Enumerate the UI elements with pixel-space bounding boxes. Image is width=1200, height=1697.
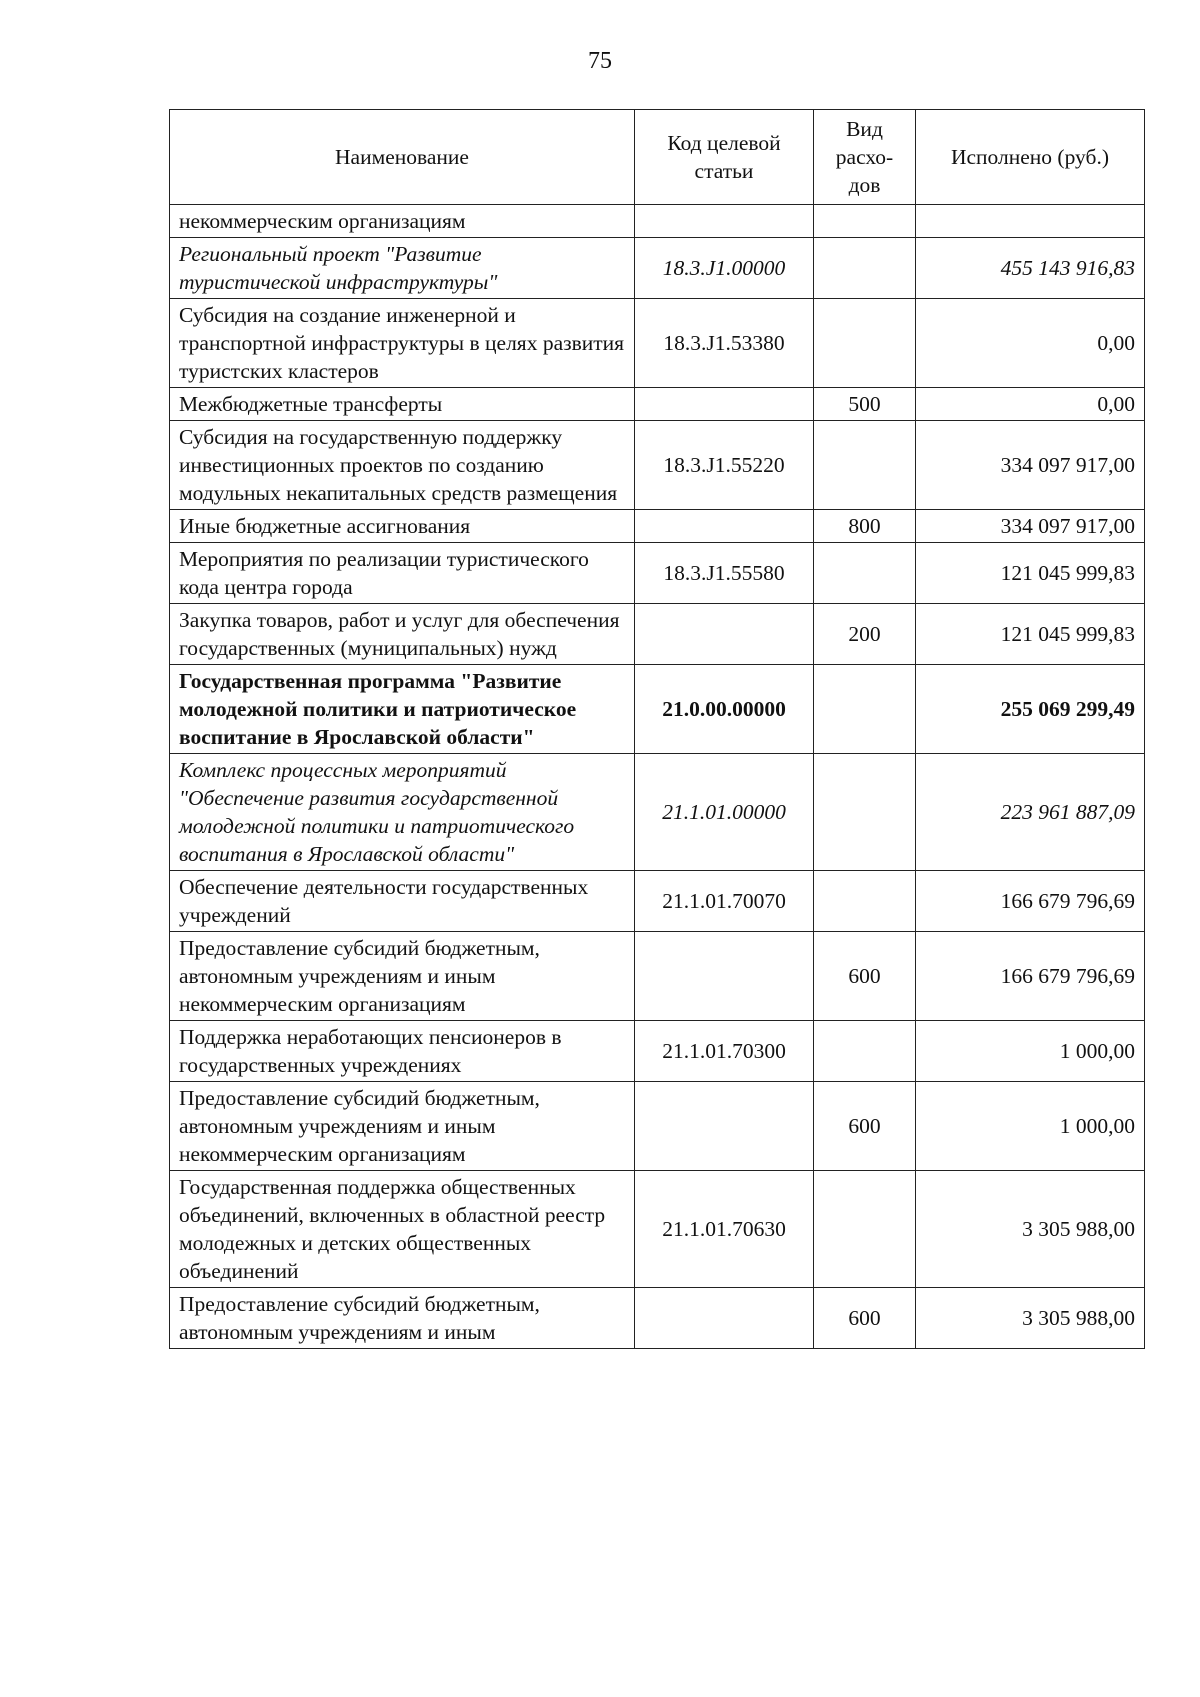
cell-sum: 166 679 796,69 (916, 871, 1145, 932)
cell-name: Закупка товаров, работ и услуг для обеспечения государственных (муниципальных) нужд (170, 604, 635, 665)
table-row (170, 421, 1145, 510)
cell-kind (814, 299, 916, 388)
table-row (170, 604, 1145, 665)
table-header-row (170, 110, 1145, 205)
table-row (170, 388, 1145, 421)
cell-code: 18.3.J1.00000 (635, 238, 814, 299)
cell-sum (916, 205, 1145, 238)
cell-name: Поддержка неработающих пенсионеров в государственных учреждениях (170, 1021, 635, 1082)
cell-sum: 334 097 917,00 (916, 421, 1145, 510)
cell-kind (814, 205, 916, 238)
cell-kind (814, 1021, 916, 1082)
table-row (170, 932, 1145, 1021)
cell-kind (814, 1171, 916, 1288)
cell-code (635, 205, 814, 238)
table-row (170, 543, 1145, 604)
cell-kind (814, 421, 916, 510)
cell-code (635, 932, 814, 1021)
page-number: 75 (588, 48, 612, 74)
cell-name: Субсидия на государственную поддержку инвестиционных проектов по созданию модульных некапитальных средств размещения (170, 421, 635, 510)
cell-name: Предоставление субсидий бюджетным, автономным учреждениям и иным (170, 1288, 635, 1349)
cell-kind: 800 (814, 510, 916, 543)
table-row (170, 754, 1145, 871)
cell-code (635, 1082, 814, 1171)
cell-sum: 1 000,00 (916, 1082, 1145, 1171)
cell-sum: 3 305 988,00 (916, 1288, 1145, 1349)
cell-kind: 600 (814, 1288, 916, 1349)
cell-name: Государственная поддержка общественных объединений, включенных в областной реестр молодежных и детских общественных объединений (170, 1171, 635, 1288)
table-row (170, 1288, 1145, 1349)
cell-code: 21.1.01.70070 (635, 871, 814, 932)
budget-table (169, 109, 1145, 1349)
table-row (170, 1171, 1145, 1288)
table-row (170, 665, 1145, 754)
header-code: Код целевой статьи (635, 110, 814, 205)
cell-sum: 0,00 (916, 299, 1145, 388)
table-row (170, 510, 1145, 543)
table-row (170, 205, 1145, 238)
cell-name: Межбюджетные трансферты (170, 388, 635, 421)
cell-name: Предоставление субсидий бюджетным, автономным учреждениям и иным некоммерческим организациям (170, 1082, 635, 1171)
cell-sum: 334 097 917,00 (916, 510, 1145, 543)
cell-sum: 121 045 999,83 (916, 604, 1145, 665)
cell-code: 21.1.01.00000 (635, 754, 814, 871)
cell-name: Комплекс процессных мероприятий "Обеспечение развития государственной молодежной политики и патриотического воспитания в Ярославской области" (170, 754, 635, 871)
cell-sum: 1 000,00 (916, 1021, 1145, 1082)
cell-name: Региональный проект "Развитие туристической инфраструктуры" (170, 238, 635, 299)
cell-name: Иные бюджетные ассигнования (170, 510, 635, 543)
cell-code: 21.0.00.00000 (635, 665, 814, 754)
cell-code: 21.1.01.70300 (635, 1021, 814, 1082)
header-kind: Вид расхо-дов (814, 110, 916, 205)
table-row (170, 871, 1145, 932)
cell-code (635, 510, 814, 543)
cell-kind: 600 (814, 932, 916, 1021)
cell-kind: 500 (814, 388, 916, 421)
cell-sum: 223 961 887,09 (916, 754, 1145, 871)
cell-code: 21.1.01.70630 (635, 1171, 814, 1288)
cell-sum: 121 045 999,83 (916, 543, 1145, 604)
cell-name: Субсидия на создание инженерной и транспортной инфраструктуры в целях развития туристских кластеров (170, 299, 635, 388)
cell-code: 18.3.J1.55580 (635, 543, 814, 604)
cell-kind: 200 (814, 604, 916, 665)
cell-sum: 166 679 796,69 (916, 932, 1145, 1021)
cell-sum: 3 305 988,00 (916, 1171, 1145, 1288)
cell-name: Государственная программа "Развитие молодежной политики и патриотическое воспитание в Ярославской области" (170, 665, 635, 754)
cell-code: 18.3.J1.53380 (635, 299, 814, 388)
cell-code (635, 1288, 814, 1349)
cell-name: некоммерческим организациям (170, 205, 635, 238)
header-name: Наименование (170, 110, 635, 205)
cell-kind: 600 (814, 1082, 916, 1171)
cell-name: Предоставление субсидий бюджетным, автономным учреждениям и иным некоммерческим организациям (170, 932, 635, 1021)
cell-kind (814, 665, 916, 754)
cell-kind (814, 543, 916, 604)
cell-kind (814, 754, 916, 871)
table-row (170, 238, 1145, 299)
cell-sum: 255 069 299,49 (916, 665, 1145, 754)
table-row (170, 299, 1145, 388)
cell-sum: 455 143 916,83 (916, 238, 1145, 299)
table-body (170, 205, 1145, 1349)
header-sum: Исполнено (руб.) (916, 110, 1145, 205)
cell-code: 18.3.J1.55220 (635, 421, 814, 510)
cell-name: Мероприятия по реализации туристического кода центра города (170, 543, 635, 604)
cell-kind (814, 238, 916, 299)
table-row (170, 1082, 1145, 1171)
cell-code (635, 388, 814, 421)
table-row (170, 1021, 1145, 1082)
cell-kind (814, 871, 916, 932)
cell-name: Обеспечение деятельности государственных учреждений (170, 871, 635, 932)
cell-sum: 0,00 (916, 388, 1145, 421)
cell-code (635, 604, 814, 665)
